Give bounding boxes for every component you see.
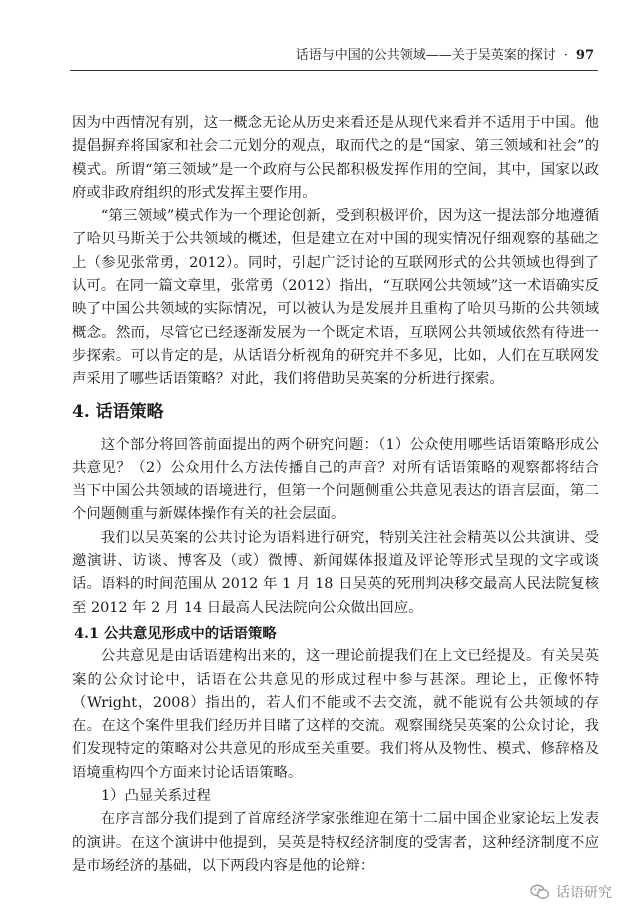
paragraph-third-realm: “第三领域”模式作为一个理论创新，受到积极评价，因为这一提法部分地遵循了哈贝马斯关于公共领域的概述，但是建立在对中国的现实情况仔细观察的基础之上（参见张常勇，2012）。同时，引起广泛讨论的互联网形式的公共领域也得到了认可。在同一篇文章里，张常勇（2012）指出，“互联网公共领域”这一术语确实反映了中国公共领域的实际情况，可以被认为是发展并且重构了哈贝马斯的公共领域概念。然而，尽管它已经逐渐发展为一个既定术语，互联网公共领域依然有待进一步探索。可以肯定的是，从话语分析视角的研究并不多见，比如，人们在互联网发声采用了哪些话语策略？对此，我们将借助吴英案的分析进行探索。 (72, 208, 599, 388)
watermark (530, 882, 612, 902)
running-header (0, 44, 594, 63)
page-number: 97 (575, 48, 594, 63)
section-heading: 4. 话语策略 (72, 401, 164, 422)
subsection-heading: 4.1 公共意见形成中的话语策略 (74, 624, 277, 642)
wechat-icon (530, 884, 550, 900)
page-body (72, 112, 599, 878)
header-rule (70, 70, 598, 71)
watermark-label: 话语研究 (556, 885, 612, 901)
list-item-relational-process: 1）凸显关系过程 (101, 788, 211, 805)
paragraph-corpus: 我们以吴英案的公共讨论为语料进行研究，特别关注社会精英以公共演讲、受邀演讲、访谈、博客及（或）微博、新闻媒体报道及评论等形式呈现的文字或谈话。语料的时间范围从 2012 年 1 月 18 日吴英的死刑判决移交最高人民法院复核至 2012 年 2 月 14 日最高人民法院向公众做出回应。 (72, 529, 599, 616)
paragraph-public-opinion: 公共意见是由话语建构出来的，这一理论前提我们在上文已经提及。有关吴英案的公众讨论中，话语在公共意见的形成过程中参与甚深。理论上，正像怀特（Wright，2008）指出的，若人们不能或不去交流，就不能说有公共领域的存在。在这个案件里我们经历并目睹了这样的交流。观察围绕吴英案的公众讨论，我们发现特定的策略对公共意见的形成至关重要。我们将从及物性、模式、修辞格及语境重构四个方面来讨论话语策略。 (72, 648, 599, 781)
paragraph-preface: 在序言部分我们提到了首席经济学家张维迎在第十二届中国企业家论坛上发表的演讲。在这个演讲中他提到，吴英是特权经济制度的受害者，这种经济制度不应是市场经济的基础，以下两段内容是他的论辩： (72, 811, 599, 874)
running-title: 话语与中国的公共领域——关于吴英案的探讨 (295, 48, 556, 63)
paragraph-continued: 因为中西情况有别，这一概念无论从历史来看还是从现代来看并不适用于中国。他提倡摒弃将国家和社会二元划分的观点，取而代之的是“国家、第三领域和社会”的模式。所谓“第三领域”是一个政府与公民都积极发挥作用的空间，其中，国家以政府或非政府组织的形式发挥主要作用。 (72, 115, 599, 201)
paragraph-research-questions: 这个部分将回答前面提出的两个研究问题：（1）公众使用哪些话语策略形成公共意见？（2）公众用什么方法传播自己的声音？对所有话语策略的观察都将结合当下中国公共领域的语境进行，但第一个问题侧重公共意见表达的语言层面，第二个问题侧重与新媒体操作有关的社会层面。 (72, 436, 599, 523)
header-separator: · (563, 48, 568, 63)
